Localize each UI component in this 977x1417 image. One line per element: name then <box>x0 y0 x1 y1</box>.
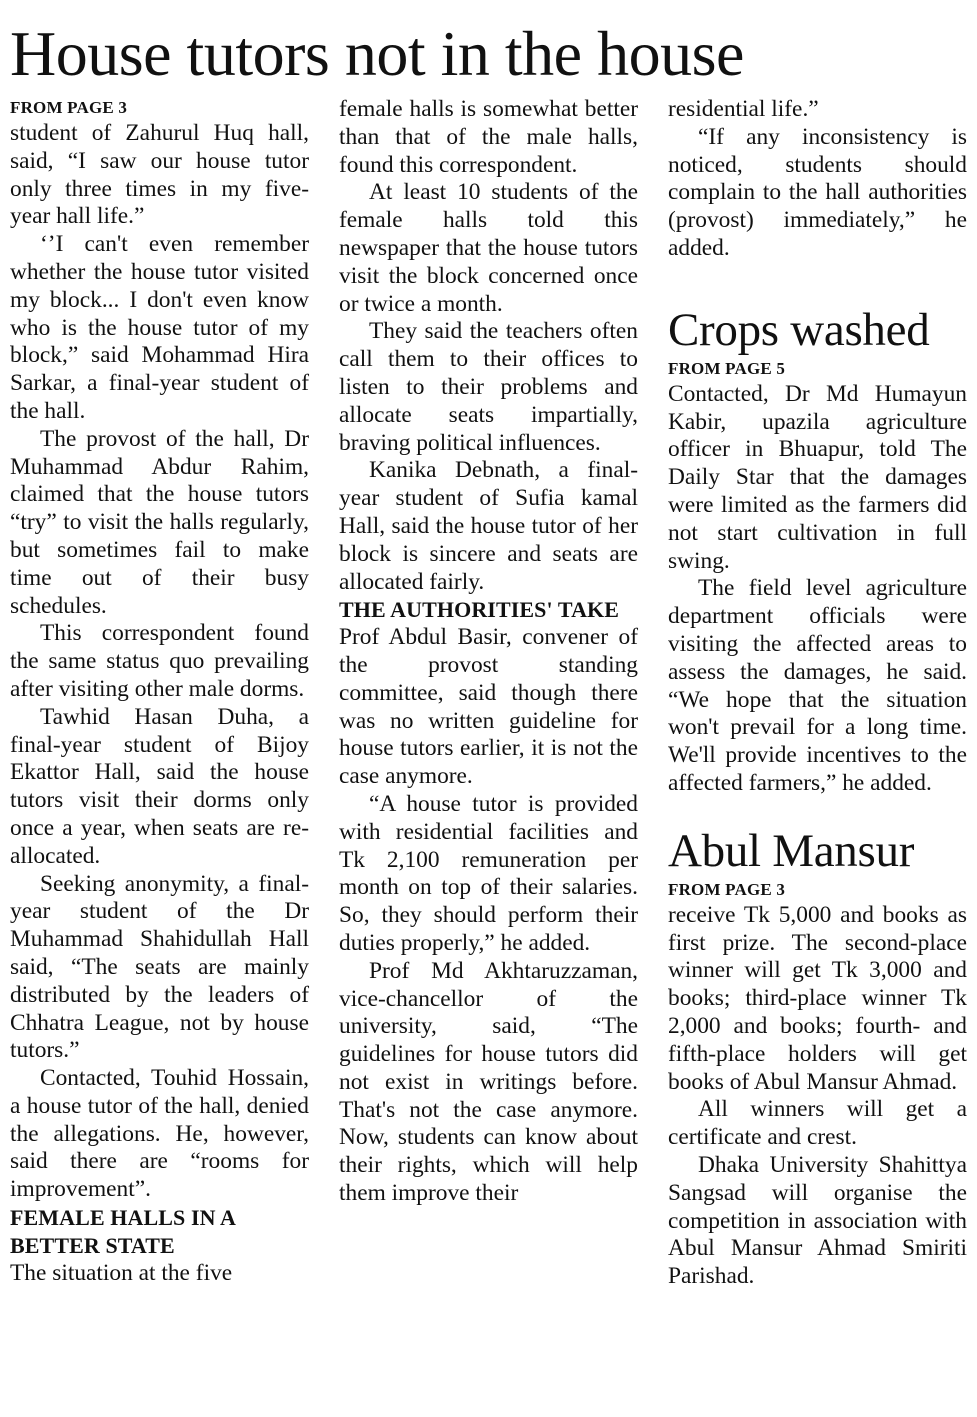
body-paragraph: residential life.” <box>668 96 819 122</box>
body-paragraph: “A house tutor is provided with residential facilities and Tk 2,100 remuneration per month on top of their salaries. So, they should perform their duties properly,” he added. <box>339 790 638 956</box>
body-paragraph: Tawhid Hasan Duha, a final-year student of Bijoy Ekattor Hall, said the house tutors visit their dorms only once a year, when seats are re-allocated. <box>10 703 309 869</box>
body-paragraph: receive Tk 5,000 and books as first prize. The second-place winner will get Tk 3,000 and books; third-place winner Tk 2,000 and books; fourth- and fifth-place holders will get books of Abul Mansur Ahmad. <box>668 901 967 1095</box>
body-paragraph: This correspondent found the same status quo prevailing after visiting other male dorms. <box>10 620 309 702</box>
body-paragraph: Seeking anonymity, a final-year student of the Dr Muhammad Shahidullah Hall said, “The seats are mainly distributed by the leaders of Chhatra League, not by house tutors.” <box>10 870 309 1064</box>
body-paragraph: “If any inconsistency is noticed, students should complain to the hall authorities (provost) immediately,” he added. <box>668 123 967 261</box>
subhead-authorities-take: THE AUTHORITIES' TAKE <box>339 597 620 623</box>
body-paragraph: Prof Abdul Basir, convener of the provost standing committee, said though there was no written guideline for house tutors earlier, it is not the case anymore. <box>339 624 638 790</box>
body-paragraph: student of Zahurul Huq hall, said, “I saw our house tutor only three times in my five-year hall life.” <box>10 120 309 230</box>
body-paragraph: They said the teachers often call them to their offices to listen to their problems and allocate seats impartially, braving political influences. <box>339 318 638 456</box>
body-paragraph: ‘’I can't even remember whether the house tutor visited my block... I don't even know who is the house tutor of my block,” said Mohammad Hira Sarkar, a final-year student of the hall. <box>10 231 309 424</box>
article-column-1 <box>10 96 309 1287</box>
mansur-headline: Abul Mansur <box>668 824 915 877</box>
body-paragraph: Kanika Debnath, a final-year student of Sufia kamal Hall, said the house tutor of her block is sincere and seats are allocated fairly. <box>339 457 638 595</box>
body-paragraph: The provost of the hall, Dr Muhammad Abdur Rahim, claimed that the house tutors “try” to visit the halls regularly, but sometimes fail to make time out of their busy schedules. <box>10 425 309 619</box>
body-paragraph: The field level agriculture department officials were visiting the affected areas to assess the damages, he said. “We hope that the situation won't prevail for a long time. We'll provide incentives to the affected farmers,” he added. <box>668 575 967 796</box>
main-kicker: FROM PAGE 3 <box>10 98 128 117</box>
crops-kicker: FROM PAGE 5 <box>668 358 786 378</box>
body-paragraph: All winners will get a certificate and crest. <box>668 1096 967 1151</box>
crops-headline: Crops washed <box>668 303 930 356</box>
body-paragraph: Contacted, Touhid Hossain, a house tutor of the hall, denied the allegations. He, however, said there are “rooms for improvement”. <box>10 1065 309 1203</box>
body-paragraph: Dhaka University Shahittya Sangsad will organise the competition in association with Abul Mansur Ahmad Smiriti Parishad. <box>668 1151 967 1290</box>
body-paragraph: Contacted, Dr Md Humayun Kabir, upazila agriculture officer in Bhuapur, told The Daily Star that the damages were limited as the farmers did not start cultivation in full swing. <box>668 380 967 574</box>
article-column-2 <box>339 96 638 1208</box>
article-column-3 <box>668 96 967 1291</box>
body-paragraph: At least 10 students of the female halls told this newspaper that the house tutors visit the block concerned once or twice a month. <box>339 179 638 317</box>
mansur-kicker: FROM PAGE 3 <box>668 879 786 899</box>
body-paragraph: Prof Md Akhtaruzzaman, vice-chancellor of the university, said, “The guidelines for house tutors did not exist in writings before. That's not the case anymore. Now, students can know about their rights, which will help them improve their <box>339 957 638 1207</box>
subhead-female-halls: FEMALE HALLS IN A BETTER STATE <box>10 1205 235 1258</box>
main-headline: House tutors not in the house <box>10 18 744 89</box>
body-paragraph: female halls is somewhat better than that of the male halls, found this correspondent. <box>339 96 638 178</box>
body-paragraph: The situation at the five <box>10 1259 233 1286</box>
